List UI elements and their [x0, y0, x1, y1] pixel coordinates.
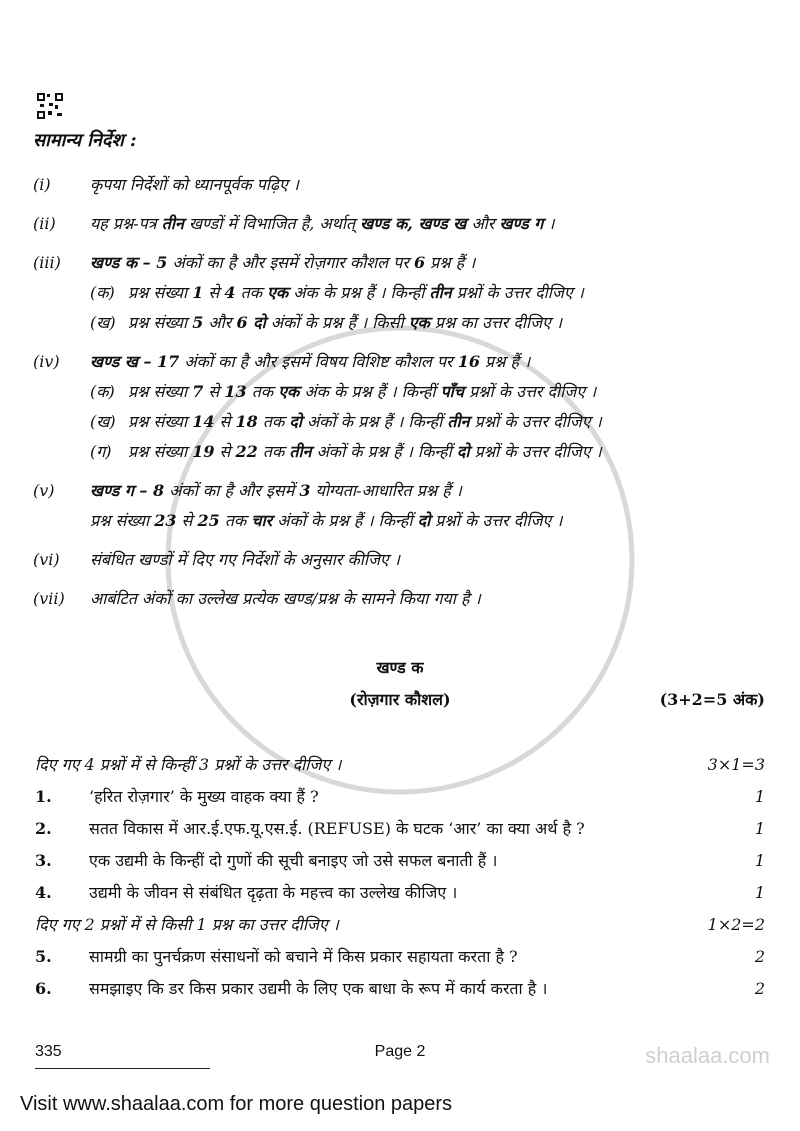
instruction-text: तीन [429, 283, 452, 302]
instruction-text: तक [257, 442, 290, 461]
instruction-text: तक [257, 412, 290, 431]
instruction-text: 3 [299, 481, 311, 500]
instruction-line [90, 248, 773, 278]
question-number: 4. [35, 883, 52, 902]
question-row [35, 880, 765, 906]
instruction-text: प्रश्नों के उत्तर दीजिए । [430, 511, 563, 530]
instruction-text: 19 [192, 442, 215, 461]
section-subtitle: (रोज़गार कौशल) [349, 690, 451, 709]
question-marks: 1 [754, 819, 765, 838]
instruction-number: (vii) [33, 589, 65, 608]
instruction-text: दो [289, 412, 302, 431]
question-marks: 2 [754, 979, 765, 998]
instruction-text: अंकों के प्रश्न हैं । किसी [265, 313, 409, 332]
instruction-text: तक [219, 511, 252, 530]
instruction-text: प्रश्न का उत्तर दीजिए । [429, 313, 563, 332]
instruction-text: खण्ड ख – 17 [90, 352, 180, 371]
instruction-text: योग्यता-आधारित प्रश्न हैं । [310, 481, 462, 500]
instruction-text: तक [235, 283, 268, 302]
instruction-item [33, 170, 773, 200]
question-marks: 1 [754, 851, 765, 870]
question-row [35, 976, 765, 1002]
instruction-text: प्रश्न संख्या [128, 313, 193, 332]
sub-item-label: (क) [90, 283, 115, 302]
sub-item-label: (क) [90, 382, 115, 401]
instruction-text: दो [456, 442, 470, 461]
question-row [35, 784, 765, 810]
instruction-line [90, 437, 773, 467]
sub-item-label: (ख) [90, 313, 116, 332]
instruction-number: (iii) [33, 253, 61, 272]
instruction-text: प्रश्न हैं । [425, 253, 476, 272]
group-instruction-text: दिए गए 2 प्रश्नों में से किसी 1 प्रश्न का उत्तर दीजिए । [35, 915, 339, 934]
instruction-text: चार [251, 511, 273, 530]
instruction-body [90, 170, 773, 200]
instruction-text: पाँच [440, 382, 464, 401]
instruction-line [90, 584, 773, 614]
instruction-text: संबंधित खण्डों में दिए गए निर्देशों के अनुसार कीजिए । [90, 550, 400, 569]
instruction-text: अंकों का है और इसमें विषय विशिष्ट कौशल पर [179, 352, 458, 371]
group-instruction [35, 752, 765, 778]
general-instructions [33, 170, 773, 623]
instruction-text: तक [246, 382, 279, 401]
instruction-text: तीन [289, 442, 312, 461]
question-number: 6. [35, 979, 52, 998]
paper-code: 335 [35, 1043, 62, 1060]
instruction-line [90, 377, 773, 407]
instruction-number: (iv) [33, 352, 60, 371]
instruction-text: 6 दो [236, 313, 266, 332]
instruction-text: से [203, 283, 225, 302]
section-title: खण्ड क [376, 658, 424, 677]
instruction-text: दो [417, 511, 431, 530]
instruction-text: एक [278, 382, 300, 401]
instruction-text: प्रश्नों के उत्तर दीजिए । [469, 442, 602, 461]
sub-item-label: (ग) [90, 442, 112, 461]
instruction-text: 14 [192, 412, 215, 431]
group-instruction [35, 912, 765, 938]
instruction-text: अंकों के प्रश्न हैं । किन्हीं [272, 511, 418, 530]
question-number: 2. [35, 819, 52, 838]
instruction-text: प्रश्न संख्या [128, 412, 193, 431]
instruction-text: और [203, 313, 237, 332]
instruction-text: प्रश्न संख्या [128, 442, 193, 461]
instruction-item [33, 584, 773, 614]
instruction-text: अंकों के प्रश्न हैं । किन्हीं [301, 412, 448, 431]
instruction-line [90, 545, 773, 575]
instruction-text: प्रश्नों के उत्तर दीजिए । [451, 283, 584, 302]
instruction-text: और [466, 214, 500, 233]
instruction-text: प्रश्न हैं । [479, 352, 531, 371]
instruction-line [90, 278, 773, 308]
instruction-text: खण्ड क – 5 [90, 253, 168, 272]
instruction-text: अंकों के प्रश्न हैं । किन्हीं [311, 442, 457, 461]
group-instruction-text: दिए गए 4 प्रश्नों में से किन्हीं 3 प्रश्नों के उत्तर दीजिए । [35, 755, 342, 774]
instruction-text: 25 [197, 511, 220, 530]
sub-item-label: (ख) [90, 412, 116, 431]
question-text: उद्यमी के जीवन से संबंधित दृढ़ता के महत्त्व का उल्लेख कीजिए । [89, 883, 458, 902]
instruction-text: खण्डों में विभाजित है, अर्थात् [183, 214, 361, 233]
question-marks: 2 [754, 947, 765, 966]
question-text: एक उद्यमी के किन्हीं दो गुणों की सूची बनाइए जो उसे सफल बनाती हैं । [89, 851, 498, 870]
questions [35, 752, 765, 1008]
instruction-text: कृपया निर्देशों को ध्यानपूर्वक पढ़िए । [90, 175, 299, 194]
instruction-text: तीन [447, 412, 470, 431]
instruction-text: 7 [192, 382, 204, 401]
question-row [35, 816, 765, 842]
instruction-text: से [176, 511, 198, 530]
question-marks: 1 [754, 787, 765, 806]
instruction-body [90, 248, 773, 338]
instruction-text: 4 [224, 283, 236, 302]
question-marks: 1 [754, 883, 765, 902]
instruction-body [90, 584, 773, 614]
instruction-text: प्रश्न संख्या [90, 511, 155, 530]
instruction-text: यह प्रश्न-पत्र [90, 214, 162, 233]
instruction-body [90, 476, 773, 536]
instruction-text: खण्ड क, खण्ड ख [360, 214, 467, 233]
group-marks: 3×1=3 [707, 755, 765, 774]
instruction-text: । [543, 214, 555, 233]
instruction-text: एक [408, 313, 430, 332]
footer-divider [35, 1068, 210, 1069]
instruction-text: खण्ड ग [499, 214, 544, 233]
instruction-text: 13 [224, 382, 247, 401]
instruction-text: प्रश्नों के उत्तर दीजिए । [469, 412, 602, 431]
instruction-text: 1 [192, 283, 204, 302]
instruction-body [90, 347, 773, 467]
question-text: सतत विकास में आर.ई.एफ.यू.एस.ई. (REFUSE) के घटक ‘आर’ का क्या अर्थ है ? [89, 819, 585, 838]
question-number: 1. [35, 787, 52, 806]
instruction-text: 5 [192, 313, 204, 332]
instruction-line [90, 170, 773, 200]
instruction-line [90, 407, 773, 437]
question-row [35, 944, 765, 970]
question-number: 3. [35, 851, 52, 870]
instruction-text: 18 [235, 412, 258, 431]
instruction-line [90, 506, 773, 536]
instruction-text: 22 [235, 442, 258, 461]
instruction-text: आबंटित अंकों का उल्लेख प्रत्येक खण्ड/प्रश्न के सामने किया गया है । [90, 589, 481, 608]
instruction-text: 6 [413, 253, 426, 272]
question-text: समझाइए कि डर किस प्रकार उद्यमी के लिए एक बाधा के रूप में कार्य करता है । [89, 979, 548, 998]
instruction-line [90, 347, 773, 377]
instruction-text: अंकों का है और इसमें [164, 481, 300, 500]
instruction-text: प्रश्नों के उत्तर दीजिए । [463, 382, 597, 401]
instruction-line [90, 308, 773, 338]
instruction-text: एक [267, 283, 289, 302]
visit-link-text: Visit www.shaalaa.com for more question papers [20, 1093, 453, 1115]
instruction-item [33, 209, 773, 239]
question-group [35, 912, 765, 1002]
instruction-text: अंक के प्रश्न हैं । किन्हीं [288, 283, 430, 302]
instruction-text: प्रश्न संख्या [128, 283, 193, 302]
group-marks: 1×2=2 [707, 915, 765, 934]
instruction-item [33, 476, 773, 536]
instruction-item [33, 545, 773, 575]
instruction-number: (vi) [33, 550, 60, 569]
instruction-body [90, 209, 773, 239]
instruction-item [33, 347, 773, 467]
instruction-number: (i) [33, 175, 51, 194]
question-text: सामग्री का पुनर्चक्रण संसाधनों को बचाने में किस प्रकार सहायता करता है ? [89, 947, 518, 966]
instruction-text: से [214, 412, 236, 431]
instruction-text: से [203, 382, 225, 401]
instruction-text: अंक के प्रश्न हैं । किन्हीं [299, 382, 441, 401]
instruction-text: तीन [161, 214, 184, 233]
instruction-number: (v) [33, 481, 55, 500]
question-row [35, 848, 765, 874]
question-group [35, 752, 765, 906]
instructions-heading: सामान्य निर्देश : [33, 130, 137, 151]
instruction-text: प्रश्न संख्या [128, 382, 193, 401]
instruction-line [90, 209, 773, 239]
page-number: Page 2 [374, 1043, 426, 1060]
qr-code-icon [37, 93, 63, 119]
watermark-text: shaalaa.com [645, 1043, 770, 1068]
instruction-text: खण्ड ग – 8 [90, 481, 165, 500]
instruction-number: (ii) [33, 214, 56, 233]
question-text: ‘हरित रोज़गार’ के मुख्य वाहक क्या हैं ? [89, 787, 319, 806]
section-marks: (3+2=5 अंक) [659, 690, 765, 709]
instruction-line [90, 476, 773, 506]
question-number: 5. [35, 947, 52, 966]
instruction-text: 16 [457, 352, 480, 371]
instruction-item [33, 248, 773, 338]
instruction-text: से [214, 442, 236, 461]
instruction-text: अंकों का है और इसमें रोज़गार कौशल पर [167, 253, 414, 272]
instruction-body [90, 545, 773, 575]
instruction-text: 23 [154, 511, 177, 530]
